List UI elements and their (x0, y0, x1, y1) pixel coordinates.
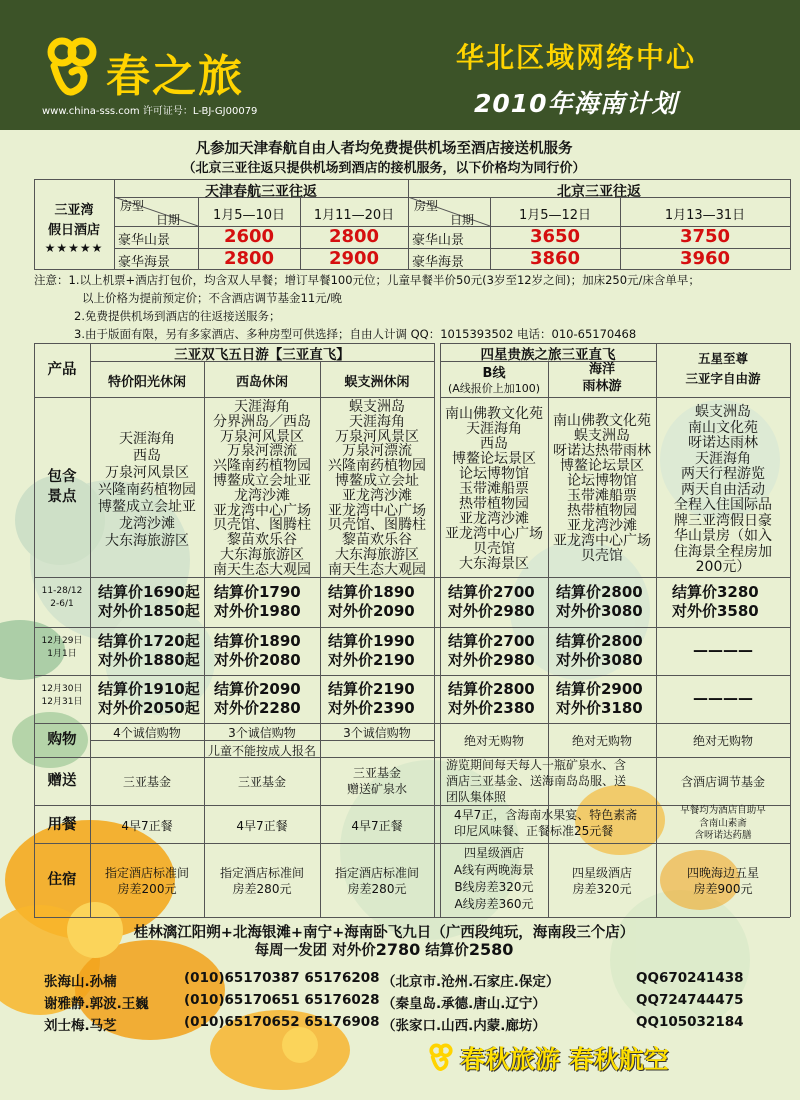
plan-title: 2010年海南计划 (474, 89, 678, 118)
note-line-1: 注意：1.以上机票+酒店打包价，均含双人早餐；增订早餐100元位；儿童早餐半价50元(3岁至12岁之间)；加床250元/床含单早； (34, 273, 700, 287)
hotel-name: 三亚湾 假日酒店 (47, 203, 100, 238)
meal-cell: 4早7正餐 (236, 819, 288, 833)
stay-cell: 四晚海边五星 房差900元 (686, 866, 759, 896)
meal-cell: 4早7正餐 (351, 819, 403, 833)
room-type-sea: 豪华海景 (118, 255, 171, 270)
stay-cell: 指定酒店标准间 房差280元 (219, 866, 304, 896)
period-label-3: 12月30日 12月31日 (41, 684, 83, 707)
col-sunshine: 特价阳光休闲 (107, 375, 186, 390)
price-beijing-sea-1: 3860 (529, 248, 581, 269)
contact-names: 张海山.孙楠 (44, 974, 117, 990)
includes-label: 包含 景点 (47, 469, 77, 505)
col-ocean-rainforest: 海洋 雨林游 (582, 362, 622, 394)
stay-cell: 四星级酒店 A线有两晚海景 B线房差320元 A线房差360元 (453, 846, 535, 911)
col-b-line: B线 (482, 366, 506, 381)
stay-cell: 指定酒店标准间 房差200元 (104, 866, 189, 896)
period-label-1: 11-28/12 2-6/1 (41, 586, 83, 609)
meal-cell: 4早7正餐 (121, 819, 173, 833)
contact-areas: （秦皇岛.承德.唐山.辽宁） (382, 996, 546, 1012)
group-title-five-star: 五星至尊 三亚字自由游 (685, 351, 761, 386)
price-cell: 结算价1890 对外价2090 (328, 583, 415, 620)
contact-row (44, 1014, 764, 1036)
tianjin-route-title: 天津春航三亚往返 (205, 184, 317, 200)
gift-cell: 三亚基金 (237, 775, 286, 789)
contact-phones: (010)65170387 65176208 (184, 970, 380, 986)
contact-phones: (010)65170652 65176908 (184, 1014, 380, 1030)
guilin-external-price: 2780 (375, 940, 421, 959)
price-beijing-mountain-2: 3750 (679, 226, 731, 247)
col-wuzhizhou: 蜈支洲休闲 (344, 375, 410, 390)
price-cell: 结算价2800 对外价3080 (556, 583, 643, 620)
price-cell: 结算价2090 对外价2280 (214, 680, 301, 717)
price-cell: 结算价2900 对外价3180 (556, 680, 643, 717)
includes-ocean-rainforest: 南山佛教文化苑 蜈支洲岛 呀诺达热带雨林 博鳌论坛景区 论坛博物馆 玉带滩船票 热带植物园 亚龙湾沙滩 亚龙湾中心广场 贝壳馆 (553, 413, 651, 564)
price-cell: 结算价1890 对外价2080 (214, 632, 301, 669)
product-label: 产品 (47, 362, 77, 378)
price-cell: 结算价2800 对外价2380 (448, 680, 535, 717)
contact-names: 刘士梅.马芝 (44, 1018, 117, 1034)
spring-logo-icon (428, 1042, 454, 1072)
includes-sunshine: 天涯海角 西岛 万泉河风景区 兴隆南药植物园 博鳌成立会址亚 龙湾沙滩 大东海旅游区 (98, 431, 196, 549)
price-beijing-sea-2: 3960 (679, 248, 731, 269)
price-tianjin-mountain-1: 2600 (223, 226, 275, 247)
guilin-price-mid: 结算价 (420, 943, 469, 959)
tianjin-date-2: 1月11—20日 (313, 208, 395, 223)
beijing-date-2: 1月13—31日 (664, 208, 746, 223)
price-cell: 结算价1910起 对外价2050起 (98, 680, 200, 717)
meal-cell-four-star: 4早7正，含海南水果宴、特色素斋 印尼风味餐、正餐标准25元餐 (454, 808, 638, 838)
contact-names: 谢雅静.郭波.王巍 (44, 996, 149, 1012)
contact-qq: QQ724744475 (636, 992, 744, 1008)
date-label: 日期 (450, 213, 475, 227)
brand-name: 春之旅 (106, 51, 244, 102)
price-cell: 结算价1790 对外价1980 (214, 583, 301, 620)
col-b-line-note: (A线报价上加100) (447, 382, 541, 395)
brand-logo (44, 36, 244, 102)
price-cell: 结算价1720起 对外价1880起 (98, 632, 200, 669)
notice-line-1: 凡参加天津春航自由人者均免费提供机场至酒店接送机服务 (195, 141, 573, 157)
shopping-cell: 绝对无购物 (463, 734, 524, 748)
guilin-price-prefix: 每周一发团 对外价 (254, 943, 376, 959)
room-type-label: 房型 (120, 199, 145, 213)
period-label-2: 12月29日 1月1日 (41, 636, 83, 659)
shopping-cell: 绝对无购物 (571, 734, 632, 748)
note-line-2: 以上价格为提前预定价；不含酒店调节基金11元/晚 (82, 291, 343, 305)
notice-line-2: （北京三亚往返只提供机场到酒店的接机服务，以下价格均为同行价） (182, 161, 586, 176)
price-tianjin-sea-2: 2900 (328, 248, 380, 269)
tianjin-date-1: 1月5—10日 (212, 208, 286, 223)
shopping-label: 购物 (47, 732, 77, 748)
gift-cell-four-star: 游览期间每天每人一瓶矿泉水、含 酒店三亚基金、送海南岛岛服、送 团队集体照 (446, 758, 627, 804)
price-cell: 结算价3280 对外价3580 (672, 583, 759, 620)
room-type-mountain: 豪华山景 (118, 233, 171, 248)
shopping-cell: 3个诚信购物 (228, 726, 296, 740)
includes-wuzhizhou: 蜈支洲岛 天涯海角 万泉河风景区 万泉河漂流 兴隆南药植物园 博鳌成立会址 亚龙湾沙滩 亚龙湾中心广场 贝壳馆、图腾柱 黎苗欢乐谷 大东海旅游区 南天生态大观园 (328, 399, 426, 578)
price-cell: 结算价2700 对外价2980 (448, 632, 535, 669)
price-cell: ———— (693, 641, 753, 659)
gift-cell: 三亚基金 (122, 775, 171, 789)
price-cell: 结算价1690起 对外价1850起 (98, 583, 200, 620)
shopping-cell: 3个诚信购物 (343, 726, 411, 740)
price-cell: 结算价2700 对外价2980 (448, 583, 535, 620)
meal-cell: 早餐均为酒店自助早 含南山素斋 含呀诺达药膳 (680, 805, 766, 841)
includes-b-line: 南山佛教文化苑 天涯海角 西岛 博鳌论坛景区 论坛博物馆 玉带滩船票 热带植物园 亚龙湾沙滩 亚龙湾中心广场 贝壳馆 大东海景区 (445, 406, 543, 572)
child-note: 儿童不能按成人报名 (207, 744, 316, 758)
room-type-label: 房型 (414, 199, 439, 213)
meal-label: 用餐 (47, 817, 77, 833)
contact-row (44, 992, 764, 1014)
gift-cell: 三亚基金 赠送矿泉水 (346, 766, 407, 796)
guilin-route: 桂林漓江阳朔+北海银滩+南宁+海南卧飞九日（广西段纯玩，海南段三个店） (133, 925, 635, 941)
region-title: 华北区域网络中心 (456, 41, 697, 74)
beijing-date-1: 1月5—12日 (518, 208, 592, 223)
date-label: 日期 (156, 213, 181, 227)
stay-cell: 指定酒店标准间 房差280元 (334, 866, 419, 896)
price-cell: 结算价2190 对外价2390 (328, 680, 415, 717)
col-west-island: 西岛休闲 (235, 375, 288, 390)
spring-logo-icon (44, 36, 100, 96)
gift-label: 赠送 (47, 773, 77, 789)
shopping-cell: 绝对无购物 (692, 734, 753, 748)
guilin-price-line (34, 939, 734, 960)
group-title-four-star: 四星贵族之旅三亚直飞 (480, 347, 616, 363)
includes-five-star: 蜈支洲岛 南山文化苑 呀诺达雨林 天涯海角 两天行程游览 两天自由活动 全程入住国际品 牌三亚湾假日豪 华山景房（如入 住海景全程房加 200元） (674, 404, 772, 575)
gift-cell: 含酒店调节基金 (680, 775, 765, 789)
group-title-sanya: 三亚双飞五日游【三亚直飞】 (174, 347, 350, 363)
price-tianjin-mountain-2: 2800 (328, 226, 380, 247)
price-cell: ———— (693, 689, 753, 707)
hotel-stars: ★★★★★ (44, 241, 104, 255)
beijing-route-title: 北京三亚往返 (557, 184, 641, 200)
contact-phones: (010)65170651 65176028 (184, 992, 380, 1008)
price-cell: 结算价1990 对外价2190 (328, 632, 415, 669)
guilin-settlement-price: 2580 (468, 940, 514, 959)
header-banner (0, 0, 800, 130)
price-tianjin-sea-1: 2800 (223, 248, 275, 269)
main-content (34, 135, 796, 1097)
stay-cell: 四星级酒店 房差320元 (571, 866, 632, 896)
slogan-text: 春秋旅游 春秋航空 (460, 1045, 669, 1074)
room-type-sea: 豪华海景 (412, 255, 465, 270)
contact-qq: QQ670241438 (636, 970, 744, 986)
licence-text: www.china-sss.com 许可证号：L-BJ-GJ00079 (42, 106, 258, 117)
room-type-mountain: 豪华山景 (412, 233, 465, 248)
price-cell: 结算价2800 对外价3080 (556, 632, 643, 669)
contact-areas: （北京市.沧州.石家庄.保定） (382, 974, 560, 990)
note-line-3: 2.免费提供机场到酒店的往返接送服务； (74, 309, 281, 323)
contact-row (44, 970, 764, 992)
shopping-cell: 4个诚信购物 (113, 726, 181, 740)
contact-qq: QQ105032184 (636, 1014, 744, 1030)
includes-west-island: 天涯海角 分界洲岛／西岛 万泉河风景区 万泉河漂流 兴隆南药植物园 博鳌成立会址亚 龙湾沙滩 亚龙湾中心广场 贝壳馆、图腾柱 黎苗欢乐谷 大东海旅游区 南天生态大观园 (213, 399, 311, 578)
contact-areas: （张家口.山西.内蒙.廊坊） (382, 1018, 546, 1034)
price-beijing-mountain-1: 3650 (529, 226, 581, 247)
stay-label: 住宿 (47, 872, 77, 888)
note-line-4: 3.由于版面有限，另有多家酒店、多种房型可供选择；自由人计调 QQ：1015393502 电话：010-65170468 (74, 327, 637, 341)
